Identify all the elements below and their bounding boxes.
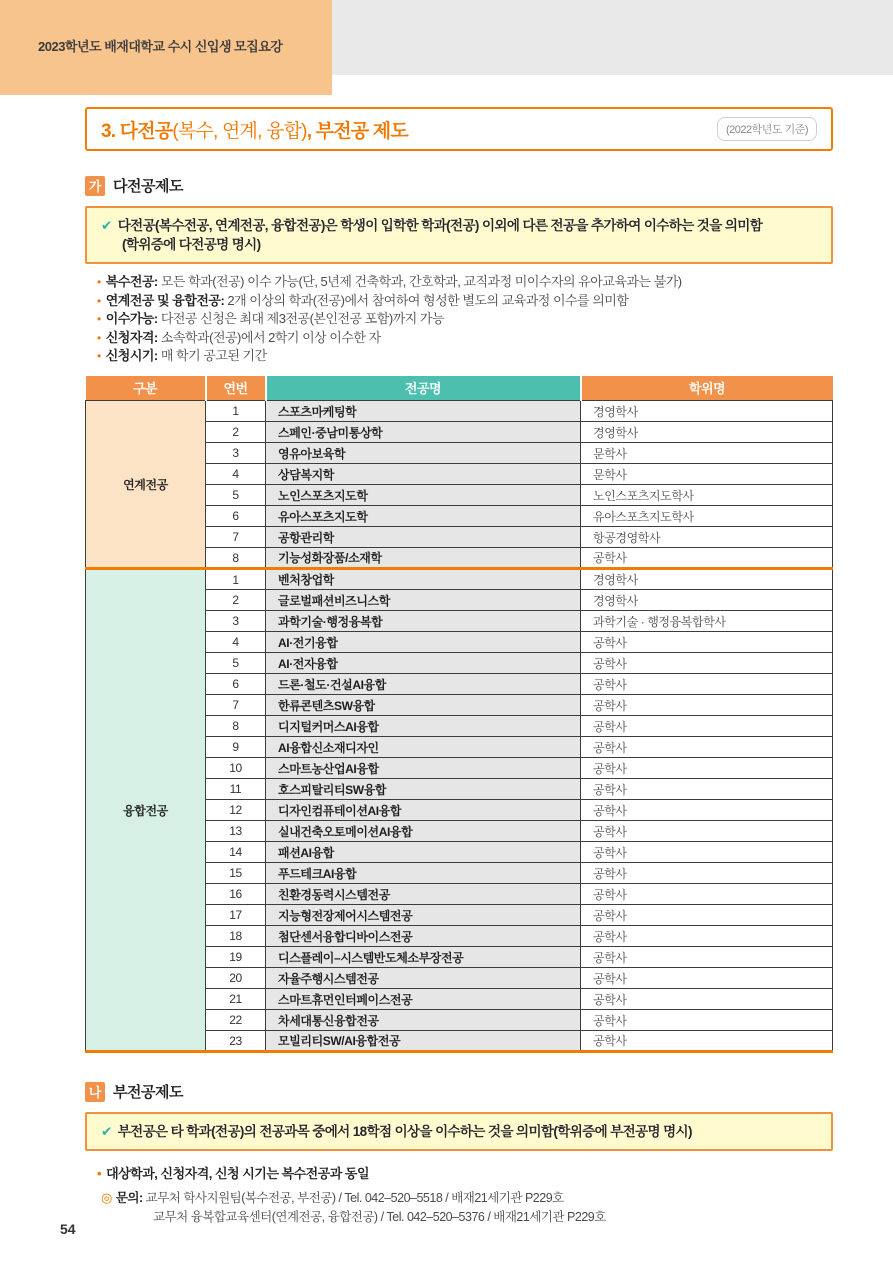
contact-line-2: 교무처 융복합교육센터(연계전공, 융합전공) / Tel. 042–520–5376 / 배재21세기관 P229호 [153, 1210, 606, 1224]
row-number-cell: 5 [206, 653, 266, 674]
row-number-cell: 2 [206, 422, 266, 443]
major-name-cell: 스포츠마케팅학 [266, 401, 581, 422]
degree-name-cell: 공학사 [581, 674, 833, 695]
degree-name-cell: 노인스포츠지도학사 [581, 485, 833, 506]
minor-notice-box [85, 1112, 833, 1151]
row-number-cell: 21 [206, 989, 266, 1010]
section-b-heading [85, 1081, 833, 1102]
page-title: 3. 다전공(복수, 연계, 융합), 부전공 제도 [101, 120, 408, 142]
row-number-cell: 5 [206, 485, 266, 506]
degree-name-cell: 과학기술 · 행정융복합학사 [581, 611, 833, 632]
row-number-cell: 7 [206, 527, 266, 548]
section-b-title: 부전공제도 [113, 1084, 183, 1101]
check-icon: ✔ [101, 218, 112, 233]
row-number-cell: 12 [206, 800, 266, 821]
row-number-cell: 7 [206, 695, 266, 716]
degree-name-cell: 경영학사 [581, 569, 833, 590]
major-name-cell: 스마트농산업AI융합 [266, 758, 581, 779]
minor-rule-item: • 대상학과, 신청자격, 신청 시기는 복수전공과 동일 [97, 1163, 833, 1182]
section-a-heading [85, 175, 833, 196]
row-number-cell: 3 [206, 443, 266, 464]
document-header-title: 2023학년도 배재대학교 수시 신입생 모집요강 [38, 39, 283, 54]
row-number-cell: 20 [206, 968, 266, 989]
degree-name-cell: 공학사 [581, 926, 833, 947]
degree-name-cell: 공학사 [581, 1010, 833, 1031]
contact-label: 문의: [115, 1191, 143, 1205]
major-name-cell: 과학기술·행정융복합 [266, 611, 581, 632]
row-number-cell: 13 [206, 821, 266, 842]
row-number-cell: 10 [206, 758, 266, 779]
major-name-cell: 첨단센서융합디바이스전공 [266, 926, 581, 947]
row-number-cell: 4 [206, 464, 266, 485]
major-name-cell: AI·전자융합 [266, 653, 581, 674]
row-number-cell: 6 [206, 506, 266, 527]
degree-name-cell: 공학사 [581, 947, 833, 968]
degree-name-cell: 공학사 [581, 716, 833, 737]
major-name-cell: 디지털커머스AI융합 [266, 716, 581, 737]
row-number-cell: 18 [206, 926, 266, 947]
section-a-badge: 가 [85, 176, 105, 196]
row-number-cell: 1 [206, 401, 266, 422]
major-name-cell: 드론·철도·건설AI융합 [266, 674, 581, 695]
title-light-part: (복수, 연계, 융합) [172, 120, 307, 142]
major-name-cell: 실내건축오토메이션AI융합 [266, 821, 581, 842]
row-number-cell: 8 [206, 716, 266, 737]
notice-line-2: (학위증에 다전공명 명시) [122, 237, 261, 252]
page-number: 54 [60, 1221, 76, 1237]
contact-line-1: ◎ 문의: 교무처 학사지원팀(복수전공, 부전공) / Tel. 042–520–5518 / 배재21세기관 P229호 [101, 1190, 564, 1205]
category-cell: 연계전공 [86, 401, 206, 569]
minor-notice-line: ✔ 부전공은 타 학과(전공)의 전공과목 중에서 18학점 이상을 이수하는 것을 의미함(학위증에 부전공명 명시) [101, 1124, 692, 1139]
multi-major-notice-box [85, 206, 833, 264]
degree-name-cell: 공학사 [581, 548, 833, 569]
degree-name-cell: 공학사 [581, 758, 833, 779]
degree-name-cell: 공학사 [581, 884, 833, 905]
row-number-cell: 8 [206, 548, 266, 569]
notice-line-1: ✔ 다전공(복수전공, 연계전공, 융합전공)은 학생이 입학한 학과(전공) 이외에 다른 전공을 추가하여 이수하는 것을 의미함 [101, 218, 763, 233]
row-number-cell: 23 [206, 1031, 266, 1052]
title-bold-part: 3. 다전공 [101, 120, 173, 142]
row-number-cell: 4 [206, 632, 266, 653]
col-header-category: 구분 [86, 376, 206, 401]
rule-item: • 신청시기: 매 학기 공고된 기간 [97, 347, 833, 366]
major-name-cell: 디자인컴퓨테이션AI융합 [266, 800, 581, 821]
major-name-cell: 스페인·중남미통상학 [266, 422, 581, 443]
degree-name-cell: 공학사 [581, 695, 833, 716]
degree-name-cell: 공학사 [581, 800, 833, 821]
banner-gray-block [332, 0, 893, 75]
major-name-cell: 지능형전장제어시스템전공 [266, 905, 581, 926]
major-name-cell: 글로벌패션비즈니스학 [266, 590, 581, 611]
degree-name-cell: 공학사 [581, 653, 833, 674]
degree-name-cell: 공학사 [581, 1031, 833, 1052]
col-header-number: 연번 [206, 376, 266, 401]
page-content [0, 107, 893, 1227]
major-name-cell: 호스피탈리티SW융합 [266, 779, 581, 800]
table-header-row [86, 376, 833, 401]
major-name-cell: 영유아보육학 [266, 443, 581, 464]
row-number-cell: 3 [206, 611, 266, 632]
degree-name-cell: 문학사 [581, 464, 833, 485]
row-number-cell: 22 [206, 1010, 266, 1031]
degree-name-cell: 공학사 [581, 968, 833, 989]
major-name-cell: 스마트휴먼인터페이스전공 [266, 989, 581, 1010]
category-cell: 융합전공 [86, 569, 206, 1052]
major-name-cell: 모빌리티SW/AI융합전공 [266, 1031, 581, 1052]
major-name-cell: 상담복지학 [266, 464, 581, 485]
rule-item: • 연계전공 및 융합전공: 2개 이상의 학과(전공)에서 참여하여 형성한 별도의 교육과정 이수를 의미함 [97, 292, 833, 311]
degree-name-cell: 유아스포츠지도학사 [581, 506, 833, 527]
major-name-cell: AI융합신소재디자인 [266, 737, 581, 758]
standard-year-note: (2022학년도 기준) [717, 117, 817, 141]
degree-name-cell: 공학사 [581, 863, 833, 884]
row-number-cell: 11 [206, 779, 266, 800]
degree-name-cell: 경영학사 [581, 422, 833, 443]
major-name-cell: 벤처창업학 [266, 569, 581, 590]
rule-item: • 이수가능: 다전공 신청은 최대 제3전공(본인전공 포함)까지 가능 [97, 310, 833, 329]
degree-name-cell: 공학사 [581, 989, 833, 1010]
degree-name-cell: 공학사 [581, 821, 833, 842]
major-name-cell: 유아스포츠지도학 [266, 506, 581, 527]
row-number-cell: 2 [206, 590, 266, 611]
section-a-title: 다전공제도 [113, 178, 183, 195]
degree-name-cell: 공학사 [581, 632, 833, 653]
table-row [86, 401, 833, 422]
page-top-banner [0, 0, 893, 95]
rule-item: • 복수전공: 모든 학과(전공) 이수 가능(단, 5년제 건축학과, 간호학과, 교직과정 미이수자의 유아교육과는 불가) [97, 273, 833, 292]
major-name-cell: 공항관리학 [266, 527, 581, 548]
section-b-badge: 나 [85, 1082, 105, 1102]
row-number-cell: 9 [206, 737, 266, 758]
major-name-cell: 차세대통신융합전공 [266, 1010, 581, 1031]
major-name-cell: 푸드테크AI융합 [266, 863, 581, 884]
degree-name-cell: 경영학사 [581, 401, 833, 422]
major-programs-table [85, 376, 833, 1054]
degree-name-cell: 문학사 [581, 443, 833, 464]
row-number-cell: 17 [206, 905, 266, 926]
check-icon: ✔ [101, 1124, 112, 1139]
row-number-cell: 6 [206, 674, 266, 695]
rule-item: • 신청자격: 소속학과(전공)에서 2학기 이상 이수한 자 [97, 329, 833, 348]
row-number-cell: 16 [206, 884, 266, 905]
major-name-cell: 한류콘텐츠SW융합 [266, 695, 581, 716]
degree-name-cell: 공학사 [581, 905, 833, 926]
col-header-major-name: 전공명 [266, 376, 581, 401]
major-name-cell: 디스플레이–시스템반도체소부장전공 [266, 947, 581, 968]
degree-name-cell: 경영학사 [581, 590, 833, 611]
major-name-cell: 자율주행시스템전공 [266, 968, 581, 989]
title-bold-part2: 부전공 제도 [315, 120, 408, 142]
row-number-cell: 1 [206, 569, 266, 590]
major-name-cell: AI·전기융합 [266, 632, 581, 653]
multi-major-rules-list [97, 273, 833, 366]
row-number-cell: 14 [206, 842, 266, 863]
table-row [86, 569, 833, 590]
row-number-cell: 15 [206, 863, 266, 884]
degree-name-cell: 공학사 [581, 737, 833, 758]
degree-name-cell: 공학사 [581, 842, 833, 863]
contact-info [101, 1188, 833, 1227]
section-title-box [85, 107, 833, 151]
major-name-cell: 패션AI융합 [266, 842, 581, 863]
contact-icon: ◎ [101, 1190, 112, 1205]
row-number-cell: 19 [206, 947, 266, 968]
col-header-degree-name: 학위명 [581, 376, 833, 401]
degree-name-cell: 공학사 [581, 779, 833, 800]
degree-name-cell: 항공경영학사 [581, 527, 833, 548]
major-name-cell: 기능성화장품/소재학 [266, 548, 581, 569]
major-name-cell: 친환경동력시스템전공 [266, 884, 581, 905]
major-name-cell: 노인스포츠지도학 [266, 485, 581, 506]
